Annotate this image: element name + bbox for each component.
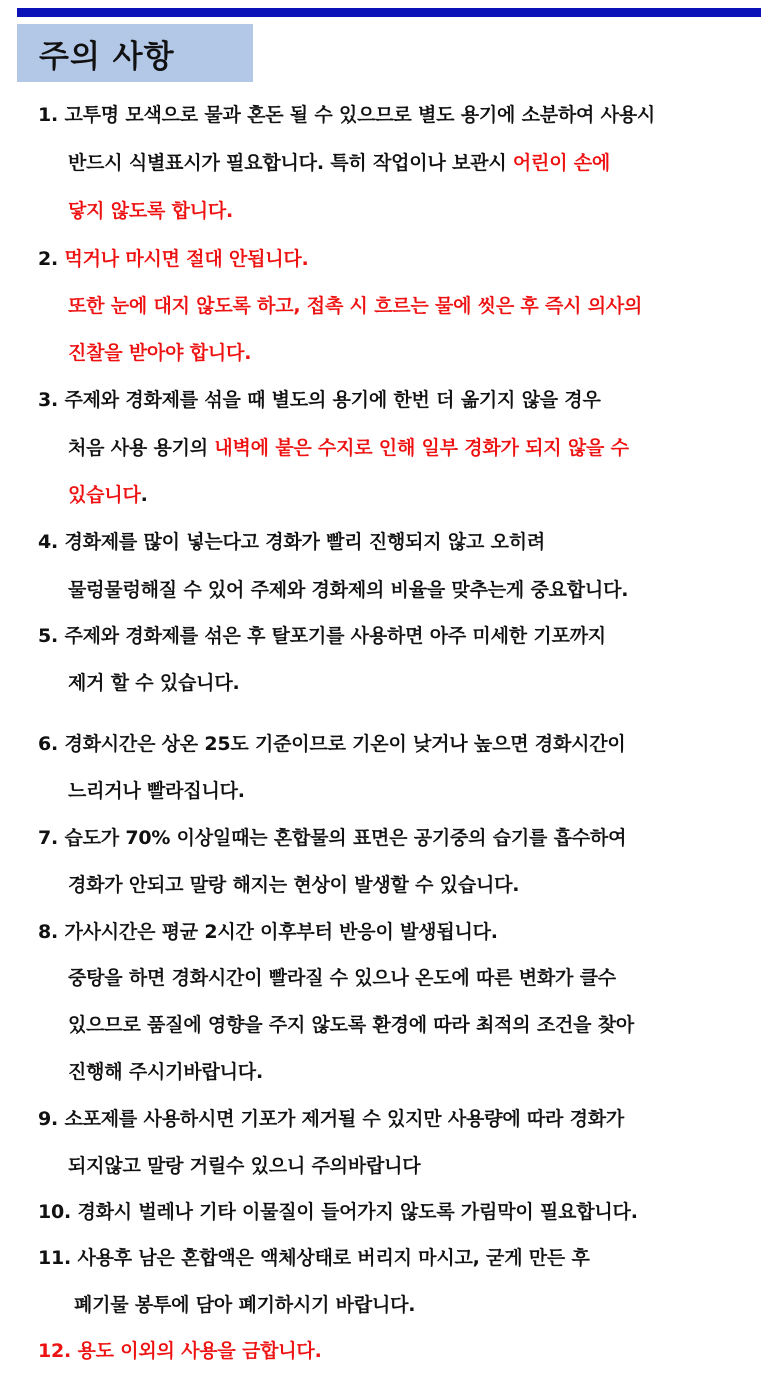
warning-text: 먹거나 마시면 절대 안됩니다. — [64, 248, 309, 270]
caution-item-8-line-3 — [68, 1013, 634, 1037]
warning-text: 내벽에 붙은 수지로 인해 일부 경화가 되지 않을 수 — [214, 437, 629, 459]
body-text: 폐기물 봉투에 담아 폐기하시기 바랍니다. — [74, 1294, 416, 1316]
body-text: 1. 고투명 모색으로 물과 혼돈 될 수 있으므로 별도 용기에 소분하여 사용시 — [38, 104, 656, 126]
page-title: 주의 사항 — [39, 38, 175, 75]
caution-item-2-line-1 — [38, 247, 309, 271]
body-text: 5. 주제와 경화제를 섞은 후 탈포기를 사용하면 아주 미세한 기포까지 — [38, 625, 606, 647]
caution-item-2-line-3 — [68, 341, 251, 365]
body-text: 2. — [38, 248, 65, 270]
caution-item-12-line-1 — [38, 1339, 322, 1363]
body-text: 반드시 식별표시가 필요합니다. 특히 작업이나 보관시 — [68, 152, 513, 174]
body-text: 6. 경화시간은 상온 25도 기준이므로 기온이 낮거나 높으면 경화시간이 — [38, 733, 626, 755]
caution-item-7-line-1 — [38, 826, 626, 850]
body-text: 경화가 안되고 말랑 해지는 현상이 발생할 수 있습니다. — [68, 874, 520, 896]
title-box — [17, 24, 253, 82]
caution-item-3-line-1 — [38, 388, 601, 412]
caution-item-8-line-1 — [38, 920, 498, 944]
body-text: 되지않고 말랑 거릴수 있으니 주의바랍니다 — [68, 1155, 421, 1177]
body-text: 8. 가사시간은 평균 2시간 이후부터 반응이 발생됩니다. — [38, 921, 498, 943]
caution-item-1-line-1 — [38, 103, 655, 127]
caution-item-4-line-2 — [68, 578, 628, 602]
caution-item-9-line-1 — [38, 1107, 624, 1131]
warning-text: 12. 용도 이외의 사용을 금합니다. — [38, 1340, 322, 1362]
body-text: 4. 경화제를 많이 넣는다고 경화가 빨리 진행되지 않고 오히려 — [38, 531, 546, 553]
caution-item-6-line-2 — [68, 779, 245, 803]
body-text: 진행해 주시기바랍니다. — [68, 1061, 263, 1083]
body-text: 처음 사용 용기의 — [68, 437, 215, 459]
caution-item-11-line-2 — [74, 1293, 415, 1317]
warning-text: 닿지 않도록 합니다. — [68, 200, 234, 222]
body-text: 있으므로 품질에 영향을 주지 않도록 환경에 따라 최적의 조건을 찾아 — [68, 1014, 635, 1036]
caution-item-5-line-2 — [68, 671, 240, 695]
body-text: 제거 할 수 있습니다. — [68, 672, 240, 694]
caution-item-2-line-2 — [68, 294, 642, 318]
body-text: 중탕을 하면 경화시간이 빨라질 수 있으나 온도에 따른 변화가 클수 — [68, 967, 616, 989]
caution-item-11-line-1 — [38, 1246, 590, 1270]
body-text: . — [140, 484, 148, 506]
body-text: 느리거나 빨라집니다. — [68, 780, 245, 802]
body-text: 물렁물렁해질 수 있어 주제와 경화제의 비율을 맞추는게 중요합니다. — [68, 579, 629, 601]
warning-text: 진찰을 받아야 합니다. — [68, 342, 252, 364]
body-text: 7. 습도가 70% 이상일때는 혼합물의 표면은 공기중의 습기를 흡수하여 — [38, 827, 627, 849]
caution-item-10-line-1 — [38, 1200, 638, 1224]
warning-text: 또한 눈에 대지 않도록 하고, 접촉 시 흐르는 물에 씻은 후 즉시 의사의 — [68, 295, 643, 317]
caution-item-3-line-3 — [68, 483, 148, 507]
body-text: 10. 경화시 벌레나 기타 이물질이 들어가지 않도록 가림막이 필요합니다. — [38, 1201, 638, 1223]
caution-item-5-line-1 — [38, 624, 606, 648]
caution-item-1-line-3 — [68, 199, 233, 223]
warning-text: 어린이 손에 — [512, 152, 611, 174]
caution-item-4-line-1 — [38, 530, 545, 554]
caution-item-9-line-2 — [68, 1154, 420, 1178]
caution-item-8-line-2 — [68, 966, 616, 990]
caution-item-8-line-4 — [68, 1060, 263, 1084]
caution-item-1-line-2 — [68, 151, 610, 175]
body-text: 3. 주제와 경화제를 섞을 때 별도의 용기에 한번 더 옮기지 않을 경우 — [38, 389, 601, 411]
caution-item-3-line-2 — [68, 436, 629, 460]
top-accent-bar — [17, 8, 761, 17]
caution-item-6-line-1 — [38, 732, 626, 756]
caution-item-7-line-2 — [68, 873, 519, 897]
body-text: 11. 사용후 남은 혼합액은 액체상태로 버리지 마시고, 굳게 만든 후 — [38, 1247, 590, 1269]
warning-text: 있습니다 — [68, 484, 141, 506]
body-text: 9. 소포제를 사용하시면 기포가 제거될 수 있지만 사용량에 따라 경화가 — [38, 1108, 625, 1130]
